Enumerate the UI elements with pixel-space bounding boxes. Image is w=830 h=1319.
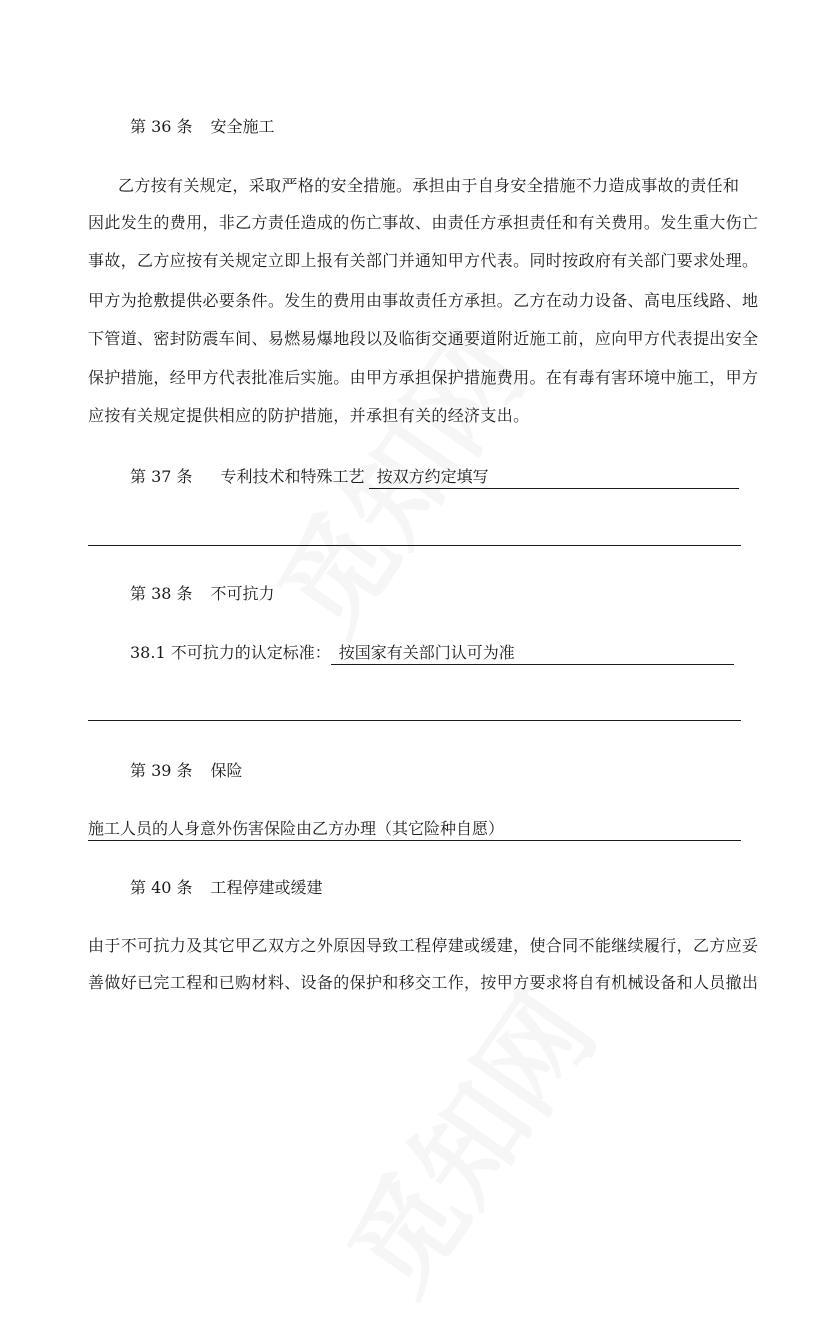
- article-title: 专利技术和特殊工艺: [220, 467, 365, 486]
- fill-in-field: 按双方约定填写: [369, 466, 739, 489]
- article-number: 第 40 条: [130, 878, 193, 897]
- paragraph-line: 保护措施，经甲方代表批准后实施。由甲方承担保护措施费用。在有毒有害环境中施工，甲方: [88, 368, 759, 387]
- insurance-line: [88, 818, 741, 841]
- blank-fill-line: [88, 545, 741, 546]
- paragraph-line: 甲方为抢敷提供必要条件。发生的费用由事故责任方承担。乙方在动力设备、高电压线路、地: [88, 291, 759, 310]
- paragraph-line: 善做好已完工程和已购材料、设备的保护和移交工作，按甲方要求将自有机械设备和人员撤出: [88, 973, 759, 992]
- paragraph-line: 因此发生的费用，非乙方责任造成的伤亡事故、由责任方承担责任和有关费用。发生重大伤亡: [88, 213, 759, 232]
- article-39-heading: [130, 760, 243, 782]
- paragraph-line: 乙方按有关规定，采取严格的安全措施。承担由于自身安全措施不力造成事故的责任和: [118, 176, 740, 195]
- article-40-heading: [130, 877, 323, 899]
- paragraph-line: 由于不可抗力及其它甲乙双方之外原因导致工程停建或缓建，使合同不能继续履行，乙方应妥: [88, 936, 759, 955]
- insurance-text: 施工人员的人身意外伤害保险由乙方办理（其它险种自愿）: [88, 818, 741, 841]
- fill-in-field: 按国家有关部门认可为准: [331, 642, 734, 665]
- clause-38-1: [130, 642, 734, 665]
- article-number: 第 39 条: [130, 761, 193, 780]
- article-title: 不可抗力: [210, 584, 275, 603]
- clause-label: 38.1 不可抗力的认定标准：: [130, 643, 331, 662]
- article-36-heading: [130, 116, 275, 138]
- paragraph-line: 应按有关规定提供相应的防护措施，并承担有关的经济支出。: [88, 406, 530, 425]
- paragraph-line: 下管道、密封防震车间、易燃易爆地段以及临街交通要道附近施工前，应向甲方代表提出安全: [88, 329, 759, 348]
- watermark: [306, 959, 625, 1319]
- article-title: 工程停建或缓建: [210, 878, 323, 897]
- article-number: 第 37 条: [130, 467, 193, 486]
- article-number: 第 38 条: [130, 584, 193, 603]
- article-37-heading: [130, 466, 739, 489]
- article-title: 安全施工: [210, 117, 275, 136]
- blank-fill-line: [88, 720, 741, 721]
- article-number: 第 36 条: [130, 117, 193, 136]
- article-38-heading: [130, 583, 275, 605]
- article-title: 保险: [210, 761, 243, 780]
- paragraph-line: 事故，乙方应按有关规定立即上报有关部门并通知甲方代表。同时按政府有关部门要求处理。: [88, 251, 759, 270]
